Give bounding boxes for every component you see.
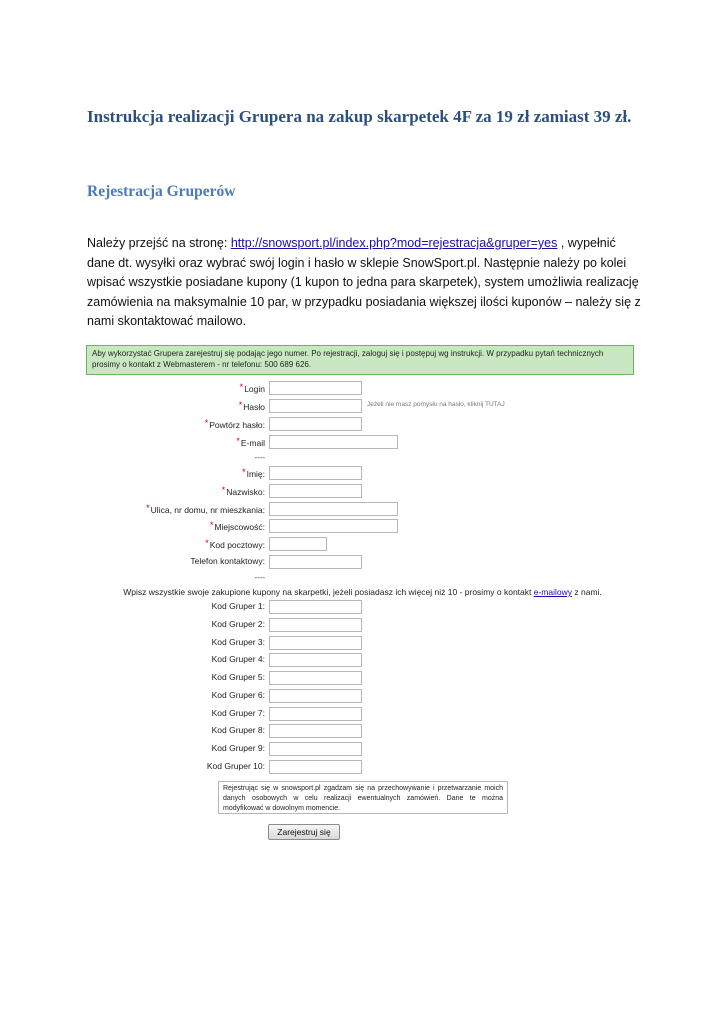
password-row [0,398,725,414]
coupon-input[interactable] [269,742,362,756]
separator-dashes: ---- [254,453,265,462]
coupon-input[interactable] [269,707,362,721]
required-mark: * [236,436,240,446]
coupon-row [0,635,725,651]
first-name-label: *Imię: [242,467,265,479]
coupon-label: Kod Gruper 9: [211,743,265,753]
coupon-label: Kod Gruper 4: [211,654,265,664]
coupon-label: Kod Gruper 3: [211,637,265,647]
required-mark: * [239,382,244,392]
coupon-row [0,741,725,757]
coupon-row [0,599,725,615]
intro-paragraph [87,234,642,332]
email-input[interactable] [269,435,398,449]
coupon-input[interactable] [269,760,362,774]
registration-link[interactable]: http://snowsport.pl/index.php?mod=rejestracja&gruper=yes [230,236,558,250]
coupon-label: Kod Gruper 2: [211,619,265,629]
street-label: *Ulica, nr domu, nr mieszkania: [146,503,265,515]
coupon-input[interactable] [269,671,362,685]
coupon-row [0,723,725,739]
register-button[interactable]: Zarejestruj się [268,824,340,840]
coupon-row [0,759,725,775]
repeat-password-row [0,416,725,432]
last-name-row [0,483,725,499]
phone-row [0,554,725,570]
last-name-label: *Nazwisko: [221,485,265,497]
required-mark: * [146,503,150,513]
city-input[interactable] [269,519,398,533]
coupon-label: Kod Gruper 8: [211,725,265,735]
coupon-row [0,617,725,633]
coupon-input[interactable] [269,653,362,667]
phone-input[interactable] [269,555,362,569]
info-box: Aby wykorzystać Grupera zarejestruj się podając jego numer. Po rejestracji, zaloguj się i postępuj wg instrukcji. W przypadku pytań technicznych prosimy o kontakt z Webmasterem - nr telefonu: 500 689 626. [86,345,634,375]
coupon-label: Kod Gruper 7: [211,708,265,718]
coupon-label: Kod Gruper 1: [211,601,265,611]
coupon-input[interactable] [269,689,362,703]
last-name-input[interactable] [269,484,362,498]
coupon-label: Kod Gruper 10: [206,761,265,771]
repeat-password-input[interactable] [269,417,362,431]
required-mark: * [205,538,209,548]
street-input[interactable] [269,502,398,516]
coupon-label: Kod Gruper 5: [211,672,265,682]
separator-dashes: ---- [254,573,265,582]
coupon-row [0,688,725,704]
section-title: Rejestracja Gruperów [87,183,236,200]
login-label: *Login [239,382,265,394]
intro-text-before: Należy przejść na stronę: [87,236,231,250]
required-mark: * [238,400,243,410]
coupon-input[interactable] [269,724,362,738]
required-mark: * [204,418,209,428]
coupon-row [0,652,725,668]
password-hint[interactable]: Jeżeli nie masz pomysłu na hasło, kliknij TUTAJ [367,401,505,408]
coupon-row [0,670,725,686]
login-row [0,380,725,396]
required-mark: * [221,485,226,495]
login-input[interactable] [269,381,362,395]
coupon-input[interactable] [269,636,362,650]
email-contact-link[interactable]: e-mailowy [533,587,573,597]
coupons-intro: Wpisz wszystkie swoje zakupione kupony na skarpetki, jeżeli posiadasz ich więcej niż 10 - prosimy o kontakt e-mailowy z nami. [123,587,602,597]
phone-label: Telefon kontaktowy: [190,556,265,566]
first-name-row [0,465,725,481]
required-mark: * [242,467,246,477]
city-label: *Miejscowość: [209,520,265,532]
postal-input[interactable] [269,537,327,551]
consent-text: Rejestrując się w snowsport.pl zgadzam się na przechowywanie i przetwarzanie moich danych osobowych w celu realizacji ewentualnych zamówień. Dane te można modyfikować w dowolnym momencie. [218,781,508,814]
coupon-label: Kod Gruper 6: [211,690,265,700]
coupon-input[interactable] [269,618,362,632]
postal-label: *Kod pocztowy: [205,538,265,550]
page-title: Instrukcja realizacji Grupera na zakup skarpetek 4F za 19 zł zamiast 39 zł. [87,107,632,126]
first-name-input[interactable] [269,466,362,480]
coupon-input[interactable] [269,600,362,614]
password-label: *Hasło [238,400,265,412]
email-label: *E-mail [236,436,265,448]
required-mark: * [209,520,214,530]
intro-text-after: , wypełnić dane dt. wysyłki oraz wybrać swój login i hasło w sklepie SnowSport.pl. Następnie należy po kolei wpisać wszystkie posiadane kupony (1 kupon to jedna para skarpetek), system umożliwia realizację zamówienia na maksymalnie 10 par, w przypadku posiadania większej ilości kuponów – należy się z nami skontaktować mailowo. [87,236,641,328]
coupon-row [0,706,725,722]
repeat-password-label: *Powtórz hasło: [204,418,265,430]
postal-row [0,536,725,552]
password-input[interactable] [269,399,362,413]
